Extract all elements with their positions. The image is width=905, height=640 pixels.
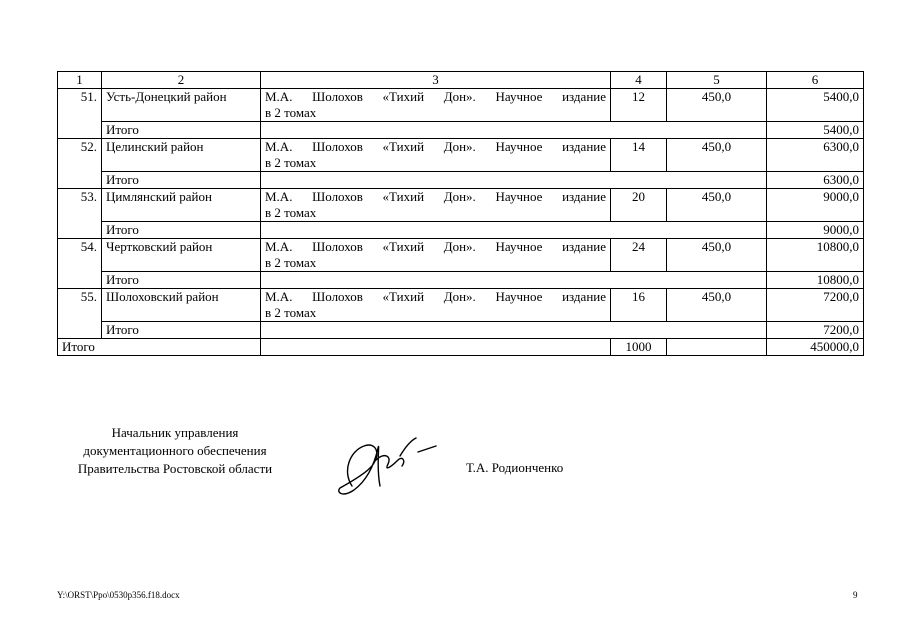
subtotal-sum: 7200,0 <box>767 322 864 339</box>
table-row <box>58 189 864 222</box>
district-name: Шолоховский район <box>102 289 261 322</box>
column-header: 5 <box>667 72 767 89</box>
empty-cell <box>261 272 767 289</box>
row-sum: 6300,0 <box>767 139 864 172</box>
page-number: 9 <box>853 590 858 600</box>
district-name: Усть-Донецкий район <box>102 89 261 122</box>
empty-cell <box>261 339 611 356</box>
empty-cell <box>261 172 767 189</box>
unit-price: 450,0 <box>667 139 767 172</box>
district-name: Чертковский район <box>102 239 261 272</box>
row-sum: 7200,0 <box>767 289 864 322</box>
unit-price: 450,0 <box>667 89 767 122</box>
table-row <box>58 139 864 172</box>
description-line: в 2 томах <box>265 205 317 220</box>
row-sum: 5400,0 <box>767 89 864 122</box>
table-header-row <box>58 72 864 89</box>
description-line: в 2 томах <box>265 305 317 320</box>
subtotal-row <box>58 272 864 289</box>
row-sum: 9000,0 <box>767 189 864 222</box>
row-number: 51. <box>58 89 102 139</box>
description-line: М.А. Шолохов «Тихий Дон». Научное издание <box>265 239 606 254</box>
district-name: Цимлянский район <box>102 189 261 222</box>
description-line: в 2 томах <box>265 155 317 170</box>
grand-total-row <box>58 339 864 356</box>
subtotal-row <box>58 322 864 339</box>
description-line: в 2 томах <box>265 105 317 120</box>
quantity: 12 <box>611 89 667 122</box>
empty-cell <box>667 339 767 356</box>
item-description <box>261 289 611 322</box>
position-line: Правительства Ростовской области <box>77 461 273 476</box>
quantity: 16 <box>611 289 667 322</box>
quantity: 20 <box>611 189 667 222</box>
column-header: 6 <box>767 72 864 89</box>
subtotal-row <box>58 122 864 139</box>
description-line: М.А. Шолохов «Тихий Дон». Научное издание <box>265 89 606 104</box>
signer-name: Т.А. Родионченко <box>466 460 564 475</box>
subtotal-label: Итого <box>102 222 261 239</box>
table-row <box>58 289 864 322</box>
subtotal-label: Итого <box>102 272 261 289</box>
column-header: 2 <box>102 72 261 89</box>
table-row <box>58 89 864 122</box>
item-description <box>261 89 611 122</box>
subtotal-sum: 5400,0 <box>767 122 864 139</box>
row-number: 53. <box>58 189 102 239</box>
unit-price: 450,0 <box>667 289 767 322</box>
unit-price: 450,0 <box>667 239 767 272</box>
subtotal-label: Итого <box>102 122 261 139</box>
column-header: 4 <box>611 72 667 89</box>
description-line: М.А. Шолохов «Тихий Дон». Научное издание <box>265 289 606 304</box>
subtotal-label: Итого <box>102 322 261 339</box>
grand-total-sum: 450000,0 <box>767 339 864 356</box>
subtotal-sum: 10800,0 <box>767 272 864 289</box>
quantity: 14 <box>611 139 667 172</box>
subtotal-row <box>58 172 864 189</box>
column-header: 1 <box>58 72 102 89</box>
unit-price: 450,0 <box>667 189 767 222</box>
item-description <box>261 139 611 172</box>
row-sum: 10800,0 <box>767 239 864 272</box>
description-line: в 2 томах <box>265 255 317 270</box>
table-row <box>58 239 864 272</box>
empty-cell <box>261 222 767 239</box>
item-description <box>261 189 611 222</box>
row-number: 55. <box>58 289 102 339</box>
row-number: 54. <box>58 239 102 289</box>
allocation-table <box>57 71 864 356</box>
grand-total-qty: 1000 <box>611 339 667 356</box>
position-line: Начальник управления <box>111 425 239 440</box>
quantity: 24 <box>611 239 667 272</box>
grand-total-label: Итого <box>58 339 261 356</box>
description-line: М.А. Шолохов «Тихий Дон». Научное издание <box>265 189 606 204</box>
row-number: 52. <box>58 139 102 189</box>
column-header: 3 <box>261 72 611 89</box>
signature-position-block <box>40 424 310 478</box>
subtotal-sum: 9000,0 <box>767 222 864 239</box>
file-path: Y:\ORST\Ppo\0530p356.f18.docx <box>57 590 180 600</box>
subtotal-row <box>58 222 864 239</box>
empty-cell <box>261 322 767 339</box>
position-line: документационного обеспечения <box>83 443 267 458</box>
empty-cell <box>261 122 767 139</box>
handwritten-signature <box>332 426 442 506</box>
item-description <box>261 239 611 272</box>
subtotal-sum: 6300,0 <box>767 172 864 189</box>
description-line: М.А. Шолохов «Тихий Дон». Научное издание <box>265 139 606 154</box>
subtotal-label: Итого <box>102 172 261 189</box>
district-name: Целинский район <box>102 139 261 172</box>
